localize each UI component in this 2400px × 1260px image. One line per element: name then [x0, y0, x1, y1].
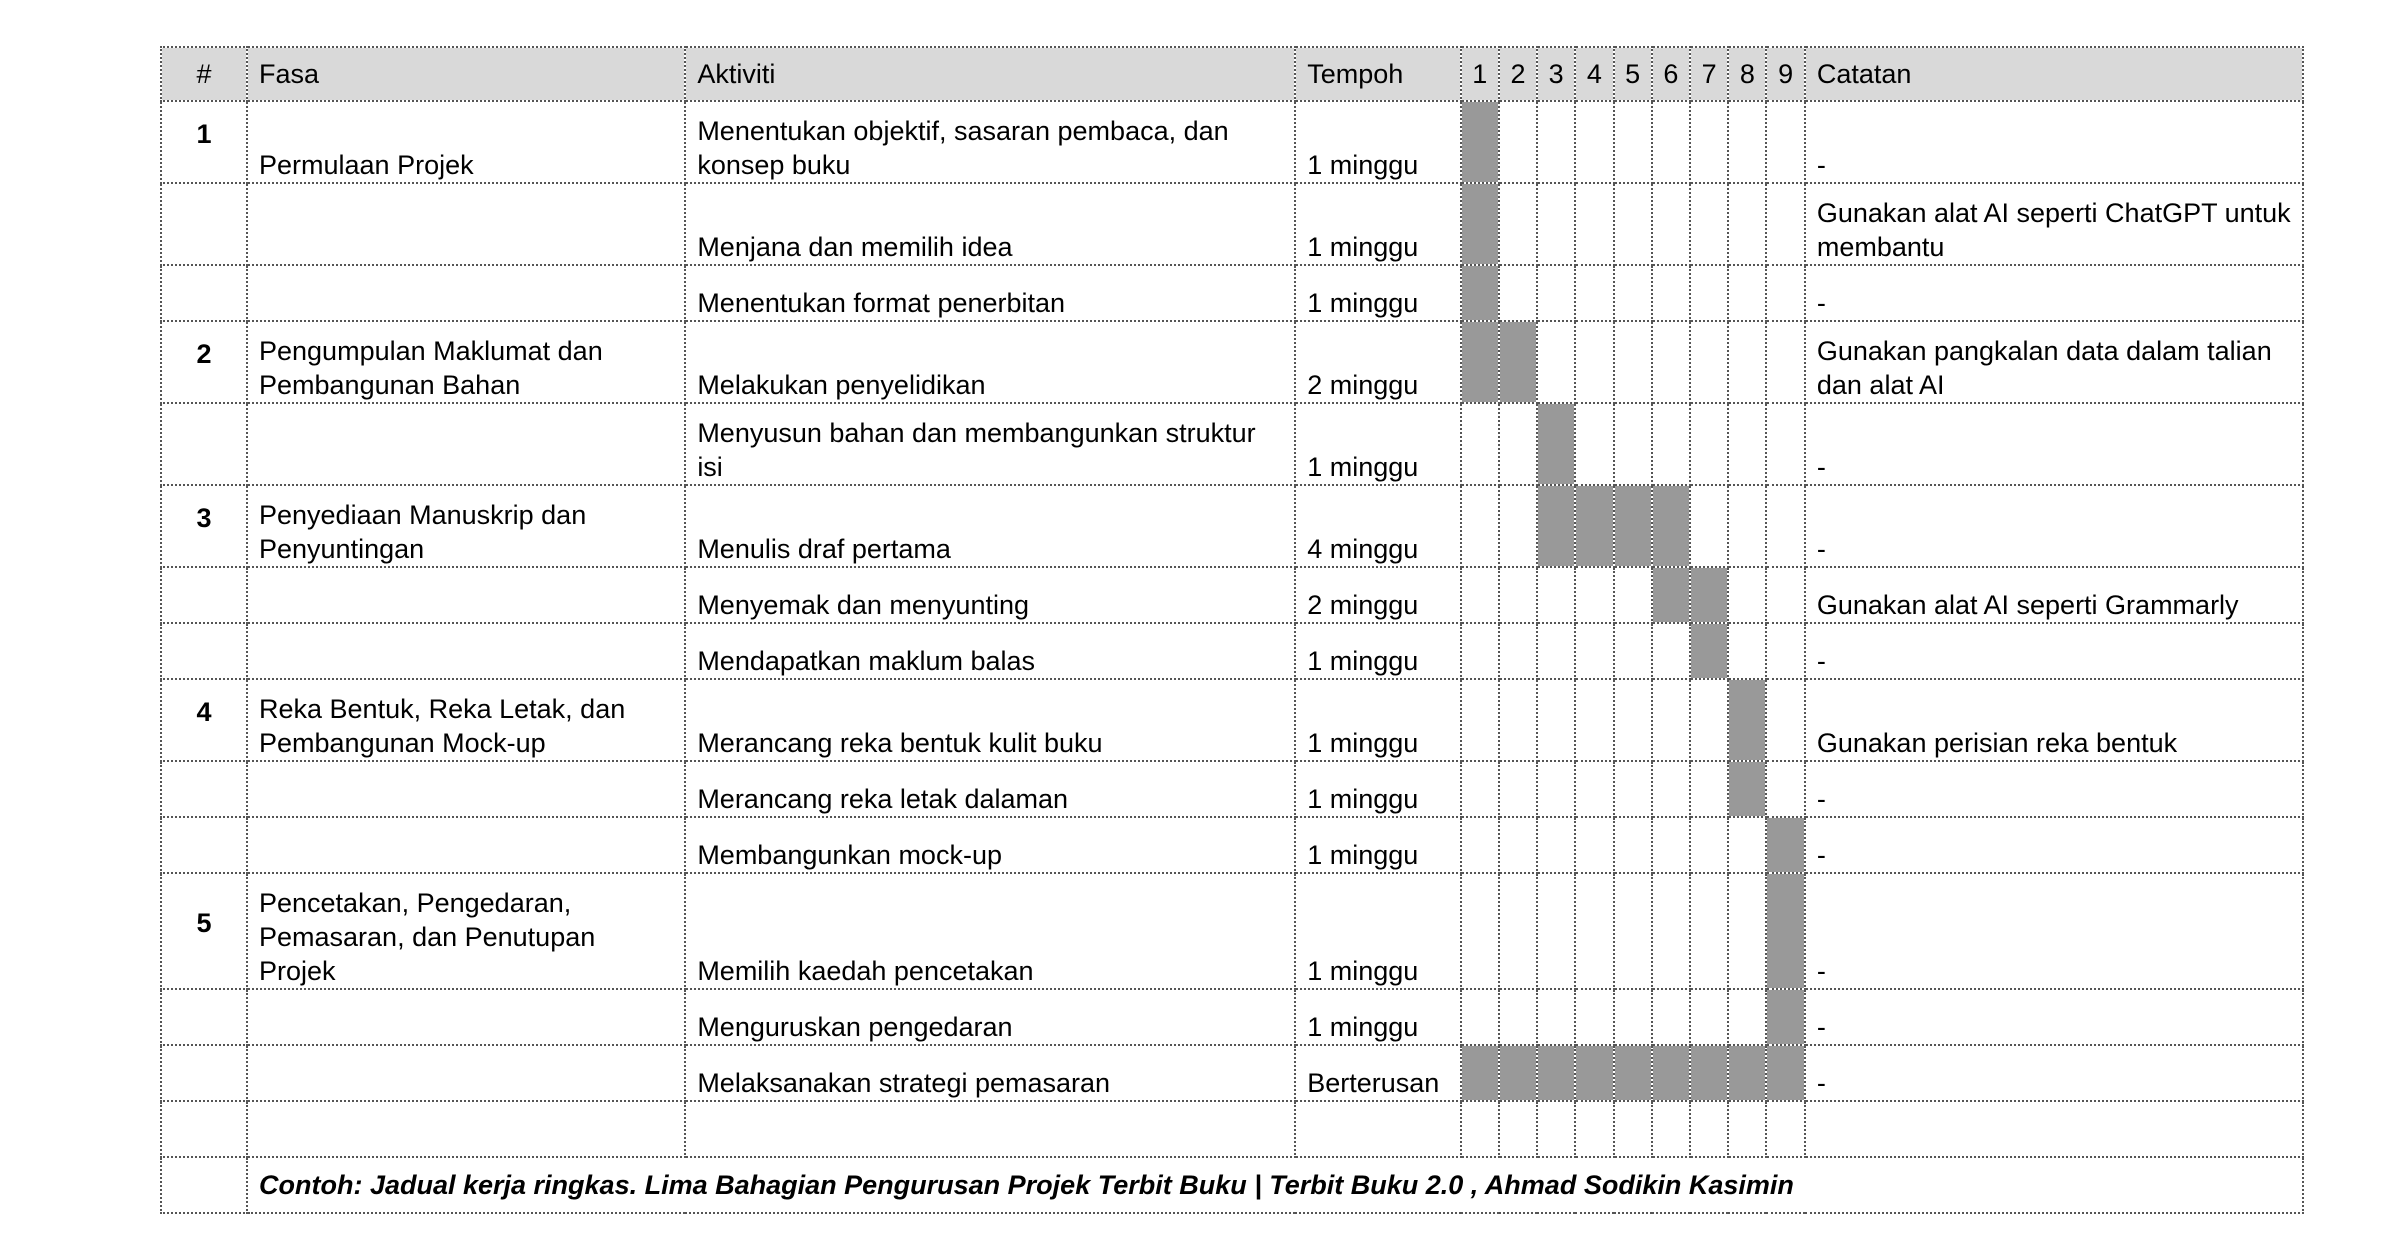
gantt-week-6-empty — [1652, 183, 1690, 265]
gantt-week-1-empty — [1461, 403, 1499, 485]
gantt-week-5-empty — [1614, 101, 1652, 183]
gantt-week-8-empty — [1728, 101, 1766, 183]
duration-cell: 1 minggu — [1295, 989, 1460, 1045]
activity-cell: Membangunkan mock-up — [685, 817, 1295, 873]
gantt-week-6-empty — [1652, 817, 1690, 873]
duration-cell: 1 minggu — [1295, 679, 1460, 761]
gantt-week-7-empty — [1690, 873, 1728, 989]
gantt-week-7-empty — [1690, 321, 1728, 403]
header-week-6: 6 — [1652, 47, 1690, 101]
table-row — [161, 817, 2303, 873]
gantt-week-6-active — [1652, 567, 1690, 623]
activity-cell: Menguruskan pengedaran — [685, 989, 1295, 1045]
empty-cell — [1614, 1101, 1652, 1157]
gantt-week-8-empty — [1728, 567, 1766, 623]
row-number — [161, 183, 247, 265]
note-cell: - — [1805, 623, 2303, 679]
gantt-week-1-empty — [1461, 623, 1499, 679]
activity-cell: Menentukan format penerbitan — [685, 265, 1295, 321]
header-week-5: 5 — [1614, 47, 1652, 101]
gantt-week-5-empty — [1614, 623, 1652, 679]
row-number — [161, 817, 247, 873]
gantt-week-5-empty — [1614, 817, 1652, 873]
gantt-week-1-empty — [1461, 873, 1499, 989]
phase-cell — [247, 567, 685, 623]
empty-cell — [1805, 1101, 2303, 1157]
empty-cell — [1537, 1101, 1575, 1157]
gantt-week-7-empty — [1690, 265, 1728, 321]
phase-cell: Pengumpulan Maklumat dan Pembangunan Bahan — [247, 321, 685, 403]
gantt-week-3-empty — [1537, 101, 1575, 183]
table-caption: Contoh: Jadual kerja ringkas. Lima Bahagian Pengurusan Projek Terbit Buku | Terbit Buku 2.0 , Ahmad Sodikin Kasimin — [247, 1157, 1805, 1213]
table-row — [161, 567, 2303, 623]
row-number — [161, 1045, 247, 1101]
gantt-week-8-active — [1728, 679, 1766, 761]
gantt-week-2-empty — [1499, 403, 1537, 485]
gantt-week-1-empty — [1461, 761, 1499, 817]
gantt-week-1-empty — [1461, 567, 1499, 623]
caption-row — [161, 1157, 2303, 1213]
gantt-week-7-empty — [1690, 485, 1728, 567]
gantt-week-5-empty — [1614, 873, 1652, 989]
table-row — [161, 265, 2303, 321]
table-row — [161, 761, 2303, 817]
duration-cell: 2 minggu — [1295, 567, 1460, 623]
phase-cell: Pencetakan, Pengedaran, Pemasaran, dan Penutupan Projek — [247, 873, 685, 989]
note-cell: - — [1805, 101, 2303, 183]
gantt-week-4-empty — [1575, 567, 1613, 623]
gantt-week-9-active — [1766, 873, 1804, 989]
gantt-week-1-active — [1461, 101, 1499, 183]
caption-tail — [1805, 1157, 2303, 1213]
gantt-week-9-active — [1766, 989, 1804, 1045]
phase-cell — [247, 989, 685, 1045]
header-week-7: 7 — [1690, 47, 1728, 101]
gantt-week-2-empty — [1499, 183, 1537, 265]
gantt-week-6-empty — [1652, 761, 1690, 817]
gantt-week-8-empty — [1728, 989, 1766, 1045]
gantt-week-2-empty — [1499, 679, 1537, 761]
duration-cell: 1 minggu — [1295, 873, 1460, 989]
table-row — [161, 403, 2303, 485]
header-phase: Fasa — [247, 47, 685, 101]
note-cell: - — [1805, 1045, 2303, 1101]
duration-cell: 1 minggu — [1295, 623, 1460, 679]
gantt-week-9-empty — [1766, 485, 1804, 567]
duration-cell: 1 minggu — [1295, 101, 1460, 183]
activity-cell: Menentukan objektif, sasaran pembaca, dan konsep buku — [685, 101, 1295, 183]
duration-cell: 1 minggu — [1295, 761, 1460, 817]
gantt-week-7-empty — [1690, 679, 1728, 761]
gantt-week-4-active — [1575, 1045, 1613, 1101]
gantt-week-1-empty — [1461, 679, 1499, 761]
row-number: 3 — [161, 485, 247, 567]
gantt-week-7-empty — [1690, 817, 1728, 873]
gantt-week-5-empty — [1614, 761, 1652, 817]
gantt-week-3-empty — [1537, 567, 1575, 623]
gantt-week-1-empty — [1461, 485, 1499, 567]
gantt-week-5-empty — [1614, 321, 1652, 403]
gantt-week-3-active — [1537, 403, 1575, 485]
gantt-week-4-empty — [1575, 183, 1613, 265]
row-number — [161, 567, 247, 623]
table-row — [161, 183, 2303, 265]
gantt-week-9-empty — [1766, 101, 1804, 183]
gantt-week-3-empty — [1537, 873, 1575, 989]
gantt-week-8-empty — [1728, 817, 1766, 873]
header-row — [161, 47, 2303, 101]
duration-cell: 1 minggu — [1295, 817, 1460, 873]
phase-cell — [247, 403, 685, 485]
gantt-week-3-active — [1537, 485, 1575, 567]
gantt-week-8-empty — [1728, 873, 1766, 989]
activity-cell: Memilih kaedah pencetakan — [685, 873, 1295, 989]
gantt-week-4-active — [1575, 485, 1613, 567]
gantt-week-6-empty — [1652, 873, 1690, 989]
gantt-week-2-empty — [1499, 817, 1537, 873]
gantt-week-4-empty — [1575, 817, 1613, 873]
gantt-week-2-empty — [1499, 101, 1537, 183]
phase-cell — [247, 183, 685, 265]
gantt-week-7-empty — [1690, 101, 1728, 183]
header-week-9: 9 — [1766, 47, 1804, 101]
gantt-week-5-empty — [1614, 265, 1652, 321]
table-row — [161, 679, 2303, 761]
gantt-week-8-empty — [1728, 183, 1766, 265]
phase-cell — [247, 1045, 685, 1101]
row-number: 2 — [161, 321, 247, 403]
duration-cell: 4 minggu — [1295, 485, 1460, 567]
table-row — [161, 623, 2303, 679]
gantt-week-4-empty — [1575, 265, 1613, 321]
phase-cell — [247, 265, 685, 321]
gantt-week-6-active — [1652, 485, 1690, 567]
gantt-week-7-empty — [1690, 403, 1728, 485]
row-number — [161, 265, 247, 321]
note-cell: - — [1805, 403, 2303, 485]
table-row — [161, 321, 2303, 403]
gantt-week-4-empty — [1575, 679, 1613, 761]
phase-cell — [247, 623, 685, 679]
gantt-week-8-empty — [1728, 321, 1766, 403]
note-cell: - — [1805, 873, 2303, 989]
gantt-week-6-empty — [1652, 101, 1690, 183]
gantt-week-2-empty — [1499, 873, 1537, 989]
gantt-week-3-empty — [1537, 183, 1575, 265]
gantt-week-5-empty — [1614, 183, 1652, 265]
empty-cell — [1295, 1101, 1460, 1157]
gantt-week-9-active — [1766, 817, 1804, 873]
gantt-week-9-empty — [1766, 567, 1804, 623]
phase-cell: Reka Bentuk, Reka Letak, dan Pembangunan Mock-up — [247, 679, 685, 761]
gantt-week-8-empty — [1728, 403, 1766, 485]
gantt-week-2-active — [1499, 321, 1537, 403]
gantt-week-2-active — [1499, 1045, 1537, 1101]
empty-cell — [1499, 1101, 1537, 1157]
gantt-week-1-empty — [1461, 989, 1499, 1045]
note-cell: - — [1805, 265, 2303, 321]
empty-cell — [247, 1101, 685, 1157]
gantt-week-5-empty — [1614, 989, 1652, 1045]
activity-cell: Menyusun bahan dan membangunkan struktur isi — [685, 403, 1295, 485]
gantt-week-4-empty — [1575, 403, 1613, 485]
gantt-week-8-empty — [1728, 265, 1766, 321]
gantt-week-9-empty — [1766, 265, 1804, 321]
gantt-week-3-empty — [1537, 761, 1575, 817]
duration-cell: 1 minggu — [1295, 403, 1460, 485]
empty-cell — [1690, 1101, 1728, 1157]
empty-cell — [1766, 1101, 1804, 1157]
gantt-week-4-empty — [1575, 101, 1613, 183]
empty-cell — [685, 1101, 1295, 1157]
note-cell: - — [1805, 761, 2303, 817]
note-cell: - — [1805, 485, 2303, 567]
note-cell: Gunakan perisian reka bentuk — [1805, 679, 2303, 761]
empty-cell — [161, 1101, 247, 1157]
header-week-2: 2 — [1499, 47, 1537, 101]
gantt-week-2-empty — [1499, 567, 1537, 623]
empty-cell — [1461, 1101, 1499, 1157]
table-row — [161, 485, 2303, 567]
gantt-week-2-empty — [1499, 485, 1537, 567]
activity-cell: Melakukan penyelidikan — [685, 321, 1295, 403]
row-number — [161, 761, 247, 817]
phase-cell — [247, 817, 685, 873]
row-number — [161, 623, 247, 679]
gantt-week-9-empty — [1766, 623, 1804, 679]
project-schedule-table — [160, 46, 2304, 1214]
row-number — [161, 989, 247, 1045]
gantt-week-9-empty — [1766, 403, 1804, 485]
gantt-week-7-empty — [1690, 761, 1728, 817]
table-row — [161, 989, 2303, 1045]
gantt-week-9-empty — [1766, 679, 1804, 761]
gantt-week-3-empty — [1537, 623, 1575, 679]
gantt-week-5-empty — [1614, 567, 1652, 623]
gantt-week-7-active — [1690, 1045, 1728, 1101]
header-activity: Aktiviti — [685, 47, 1295, 101]
gantt-week-8-empty — [1728, 485, 1766, 567]
empty-cell — [1652, 1101, 1690, 1157]
gantt-week-5-active — [1614, 485, 1652, 567]
gantt-week-6-empty — [1652, 679, 1690, 761]
caption-spacer — [161, 1157, 247, 1213]
duration-cell: 2 minggu — [1295, 321, 1460, 403]
gantt-week-8-active — [1728, 761, 1766, 817]
activity-cell: Menulis draf pertama — [685, 485, 1295, 567]
gantt-week-1-active — [1461, 1045, 1499, 1101]
activity-cell: Menyemak dan menyunting — [685, 567, 1295, 623]
gantt-week-4-empty — [1575, 761, 1613, 817]
phase-cell: Penyediaan Manuskrip dan Penyuntingan — [247, 485, 685, 567]
empty-cell — [1728, 1101, 1766, 1157]
gantt-week-6-empty — [1652, 623, 1690, 679]
gantt-week-5-empty — [1614, 679, 1652, 761]
schedule-body — [161, 101, 2303, 1213]
gantt-week-6-empty — [1652, 989, 1690, 1045]
gantt-week-9-empty — [1766, 321, 1804, 403]
gantt-week-4-empty — [1575, 321, 1613, 403]
empty-cell — [1575, 1101, 1613, 1157]
duration-cell: 1 minggu — [1295, 183, 1460, 265]
gantt-week-2-empty — [1499, 761, 1537, 817]
note-cell: - — [1805, 989, 2303, 1045]
gantt-week-8-empty — [1728, 623, 1766, 679]
gantt-week-9-active — [1766, 1045, 1804, 1101]
gantt-week-9-empty — [1766, 183, 1804, 265]
gantt-week-1-active — [1461, 183, 1499, 265]
gantt-week-1-active — [1461, 321, 1499, 403]
duration-cell: 1 minggu — [1295, 265, 1460, 321]
gantt-week-3-empty — [1537, 989, 1575, 1045]
phase-cell: Permulaan Projek — [247, 101, 685, 183]
header-week-1: 1 — [1461, 47, 1499, 101]
gantt-week-6-active — [1652, 1045, 1690, 1101]
note-cell: - — [1805, 817, 2303, 873]
table-row — [161, 101, 2303, 183]
gantt-week-7-empty — [1690, 989, 1728, 1045]
gantt-week-2-empty — [1499, 623, 1537, 679]
gantt-week-7-empty — [1690, 183, 1728, 265]
gantt-week-4-empty — [1575, 873, 1613, 989]
gantt-week-3-empty — [1537, 817, 1575, 873]
activity-cell: Melaksanakan strategi pemasaran — [685, 1045, 1295, 1101]
gantt-week-7-active — [1690, 567, 1728, 623]
header-week-4: 4 — [1575, 47, 1613, 101]
note-cell: Gunakan pangkalan data dalam talian dan alat AI — [1805, 321, 2303, 403]
gantt-week-2-empty — [1499, 265, 1537, 321]
header-duration: Tempoh — [1295, 47, 1460, 101]
empty-row — [161, 1101, 2303, 1157]
gantt-week-6-empty — [1652, 265, 1690, 321]
gantt-week-9-empty — [1766, 761, 1804, 817]
header-number: # — [161, 47, 247, 101]
activity-cell: Merancang reka bentuk kulit buku — [685, 679, 1295, 761]
gantt-week-3-active — [1537, 1045, 1575, 1101]
header-week-3: 3 — [1537, 47, 1575, 101]
gantt-week-2-empty — [1499, 989, 1537, 1045]
row-number: 4 — [161, 679, 247, 761]
gantt-week-6-empty — [1652, 321, 1690, 403]
note-cell: Gunakan alat AI seperti Grammarly — [1805, 567, 2303, 623]
gantt-week-3-empty — [1537, 265, 1575, 321]
gantt-week-5-active — [1614, 1045, 1652, 1101]
gantt-week-8-active — [1728, 1045, 1766, 1101]
gantt-week-5-empty — [1614, 403, 1652, 485]
duration-cell: Berterusan — [1295, 1045, 1460, 1101]
note-cell: Gunakan alat AI seperti ChatGPT untuk membantu — [1805, 183, 2303, 265]
gantt-week-4-empty — [1575, 623, 1613, 679]
gantt-week-1-active — [1461, 265, 1499, 321]
gantt-week-6-empty — [1652, 403, 1690, 485]
gantt-week-3-empty — [1537, 679, 1575, 761]
table-row — [161, 873, 2303, 989]
gantt-week-7-active — [1690, 623, 1728, 679]
activity-cell: Menjana dan memilih idea — [685, 183, 1295, 265]
phase-cell — [247, 761, 685, 817]
activity-cell: Merancang reka letak dalaman — [685, 761, 1295, 817]
header-week-8: 8 — [1728, 47, 1766, 101]
gantt-week-1-empty — [1461, 817, 1499, 873]
row-number: 5 — [161, 873, 247, 989]
activity-cell: Mendapatkan maklum balas — [685, 623, 1295, 679]
gantt-week-3-empty — [1537, 321, 1575, 403]
table-row — [161, 1045, 2303, 1101]
header-note: Catatan — [1805, 47, 2303, 101]
gantt-week-4-empty — [1575, 989, 1613, 1045]
row-number: 1 — [161, 101, 247, 183]
row-number — [161, 403, 247, 485]
